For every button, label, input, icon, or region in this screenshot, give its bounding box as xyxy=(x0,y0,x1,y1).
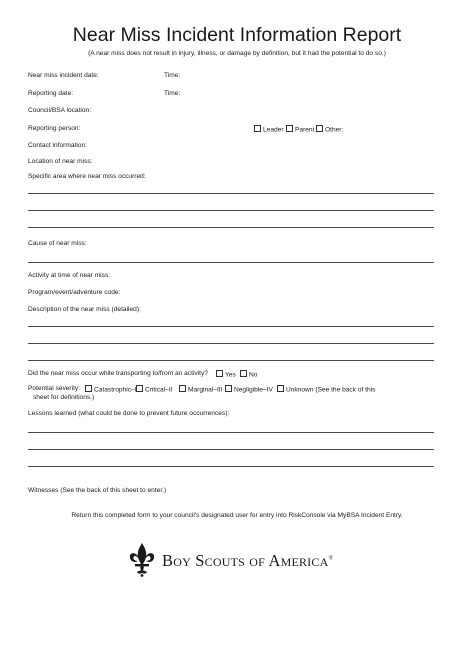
specific-area-line-3[interactable] xyxy=(28,227,434,228)
incident-date-input[interactable] xyxy=(104,71,162,81)
council-input[interactable] xyxy=(98,106,434,116)
marginal-label: Marginal–III xyxy=(188,386,223,394)
transporting-label: Did the near miss occur while transporting to/from an activity? xyxy=(28,370,208,377)
cause-input[interactable] xyxy=(90,239,434,249)
cause-line-2[interactable] xyxy=(28,262,434,263)
leader-checkbox[interactable] xyxy=(254,125,261,132)
yes-checkbox[interactable] xyxy=(216,370,223,377)
no-option[interactable] xyxy=(240,370,257,380)
specific-area-label: Specific area where near miss occurred: xyxy=(28,173,146,180)
incident-time-input[interactable] xyxy=(186,71,246,81)
severity-unknown[interactable] xyxy=(277,385,375,395)
location-input[interactable] xyxy=(97,157,434,167)
parent-checkbox[interactable] xyxy=(286,125,293,132)
logo-wordmark xyxy=(162,551,333,571)
specific-area-line-2[interactable] xyxy=(28,210,434,211)
no-checkbox[interactable] xyxy=(240,370,247,377)
no-label: No xyxy=(249,371,258,379)
contact-label: Contact information: xyxy=(28,142,88,149)
return-instructions: Return this completed form to your council's designated user for entry into RiskConsole via MyBSA Incident Entry. xyxy=(71,512,403,519)
reporting-date-label: Reporting date: xyxy=(28,90,74,97)
reporting-time-input[interactable] xyxy=(186,89,246,99)
activity-input[interactable] xyxy=(115,271,434,281)
parent-label: Parent xyxy=(295,126,315,134)
program-label: Program/event/adventure code: xyxy=(28,289,121,296)
specific-area-line-1[interactable] xyxy=(28,193,434,194)
page-title: Near Miss Incident Information Report xyxy=(72,24,402,46)
other-label: Other: xyxy=(325,126,344,134)
negligible-label: Negligible–IV xyxy=(234,386,273,394)
lessons-label: Lessons learned (what could be done to prevent future occurrences): xyxy=(28,410,230,417)
unknown-label: Unknown (See the back of this xyxy=(286,386,376,394)
description-line-1[interactable] xyxy=(28,326,434,327)
trademark-symbol: ® xyxy=(328,555,334,562)
description-label: Description of the near miss (detailed): xyxy=(28,306,141,313)
other-checkbox[interactable] xyxy=(316,125,323,132)
description-line-3[interactable] xyxy=(28,360,434,361)
reporting-person-input[interactable] xyxy=(86,124,250,134)
witnesses-label: Witnesses (See the back of this sheet to enter.) xyxy=(28,487,167,494)
severity-critical[interactable] xyxy=(136,385,172,395)
program-input[interactable] xyxy=(128,288,434,298)
other-role-input[interactable] xyxy=(346,124,434,134)
contact-input[interactable] xyxy=(92,141,434,151)
yes-label: Yes xyxy=(225,371,236,379)
negligible-checkbox[interactable] xyxy=(225,385,232,392)
critical-label: Critical–II xyxy=(145,386,173,394)
marginal-checkbox[interactable] xyxy=(179,385,186,392)
severity-label: Potential severity: xyxy=(28,385,81,392)
reporting-date-input[interactable] xyxy=(104,89,162,99)
description-line-2[interactable] xyxy=(28,343,434,344)
role-leader-option[interactable] xyxy=(254,125,284,135)
cause-label: Cause of near miss: xyxy=(28,240,87,247)
unknown-checkbox[interactable] xyxy=(277,385,284,392)
location-label: Location of near miss: xyxy=(28,158,93,165)
catastrophic-label: Catastrophic–I xyxy=(94,386,137,394)
severity-marginal[interactable] xyxy=(179,385,222,395)
severity-continuation: sheet for definitions.) xyxy=(33,394,95,401)
role-parent-option[interactable] xyxy=(286,125,314,135)
page-subtitle: (A near miss does not result in injury, illness, or damage by definition, but it had the potential to do so.) xyxy=(88,50,386,57)
role-other-option[interactable] xyxy=(316,125,343,135)
incident-date-label: Near miss incident date: xyxy=(28,72,99,79)
reporting-person-label: Reporting person: xyxy=(28,125,81,132)
fleur-de-lis-icon xyxy=(128,542,156,578)
catastrophic-checkbox[interactable] xyxy=(85,385,92,392)
activity-label: Activity at time of near miss: xyxy=(28,272,111,279)
lessons-line-1[interactable] xyxy=(28,432,434,433)
lessons-line-2[interactable] xyxy=(28,449,434,450)
reporting-time-label: Time: xyxy=(164,90,181,97)
lessons-line-3[interactable] xyxy=(28,466,434,467)
leader-label: Leader xyxy=(263,126,284,134)
yes-option[interactable] xyxy=(216,370,236,380)
council-label: Council/BSA location: xyxy=(28,107,92,114)
logo-text: Boy Scouts of America xyxy=(162,551,329,570)
critical-checkbox[interactable] xyxy=(136,385,143,392)
severity-negligible[interactable] xyxy=(225,385,273,395)
incident-time-label: Time: xyxy=(164,72,181,79)
